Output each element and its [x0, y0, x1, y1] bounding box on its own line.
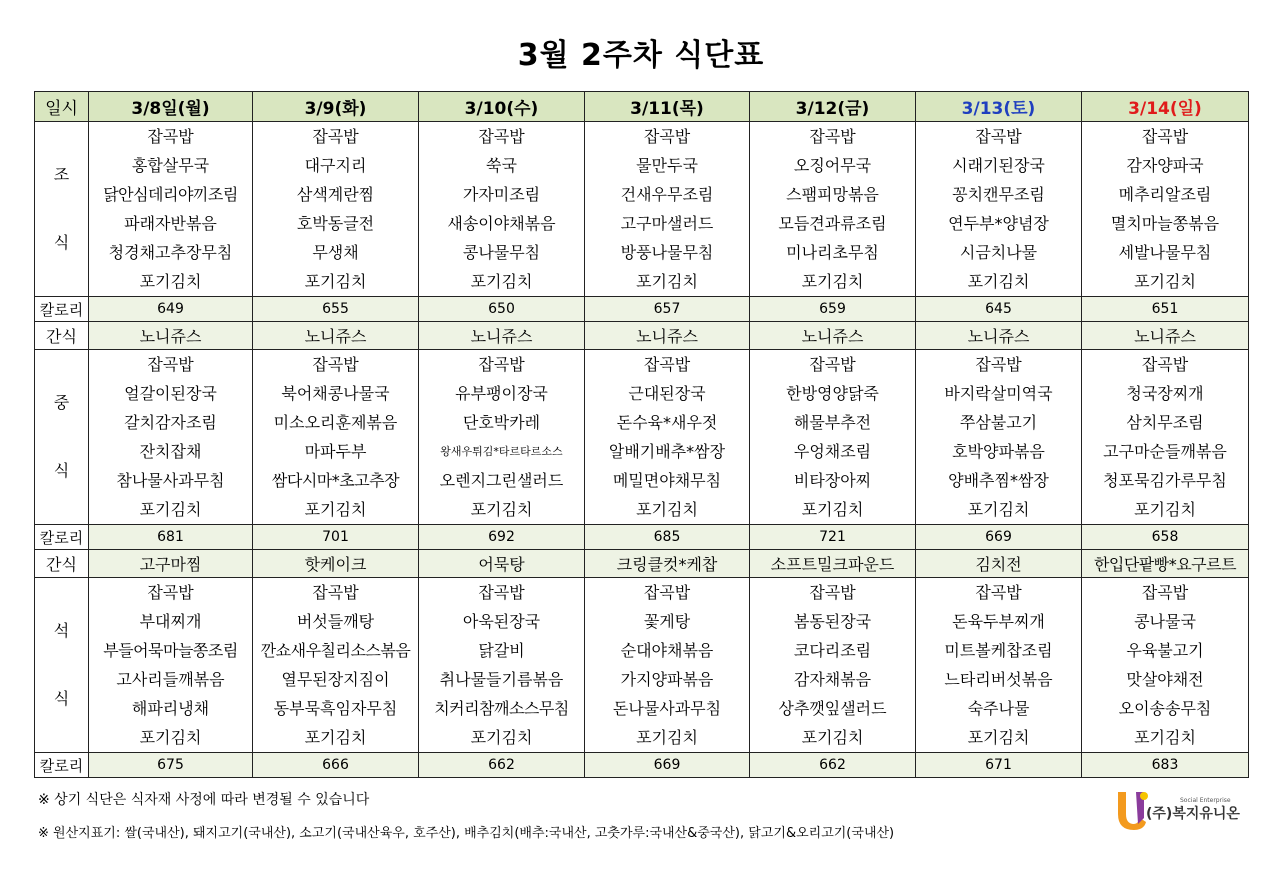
- lunch-menu-cell: [750, 350, 916, 525]
- menu-item: 열무된장지짐이: [281, 670, 390, 689]
- origin-note: ※ 원산지표기: 쌀(국내산), 돼지고기(국내산), 소고기(국내산육우, 호주산), 배추김치(배추:국내산, 고춧가루:국내산&중국산), 닭고기&오리고기(국내산): [38, 826, 895, 841]
- menu-item: 잡곡밥: [975, 127, 1022, 146]
- lunch-label-char: 중: [53, 393, 70, 412]
- menu-item: 잡곡밥: [478, 583, 525, 602]
- snack-cell: 노니쥬스: [419, 322, 585, 350]
- menu-item: 꽁치캔무조림: [952, 185, 1045, 204]
- calorie-cell: 651: [1082, 297, 1249, 322]
- menu-item: 시래기된장국: [952, 156, 1045, 175]
- dinner-menu-cell: [750, 578, 916, 753]
- menu-item: 홍합살무국: [131, 156, 210, 175]
- lunch-menu-cell: [89, 350, 253, 525]
- menu-item: 포기김치: [636, 272, 698, 291]
- lunch-row: [35, 350, 1249, 525]
- menu-item: 새송이야채볶음: [447, 214, 556, 233]
- menu-item: 돈육두부찌개: [952, 612, 1045, 631]
- menu-item: 취나물들기름볶음: [439, 670, 564, 689]
- menu-item: 청국장찌개: [1126, 384, 1204, 403]
- menu-item: 닭갈비: [478, 641, 525, 660]
- menu-item: 삼색계란찜: [296, 185, 375, 204]
- menu-item: 한방영양닭죽: [786, 384, 879, 403]
- menu-item: 얼갈이된장국: [124, 384, 217, 403]
- menu-item: 포기김치: [801, 500, 864, 519]
- snack-cell: 고구마찜: [89, 550, 253, 578]
- calorie-cell: 658: [1082, 525, 1249, 550]
- menu-item: 포기김치: [139, 500, 202, 519]
- calorie-cell: 685: [585, 525, 750, 550]
- menu-item: 닭안심데리야끼조림: [103, 185, 238, 204]
- menu-item: 잡곡밥: [147, 127, 194, 146]
- menu-item: 잡곡밥: [1141, 127, 1189, 146]
- menu-item: 양배추찜*쌈장: [948, 471, 1049, 490]
- calorie-cell: 721: [750, 525, 916, 550]
- menu-item: 우엉채조림: [793, 442, 872, 461]
- snack-cell: 노니쥬스: [750, 322, 916, 350]
- menu-item: 고구마샐러드: [620, 214, 714, 233]
- menu-item: 쭈삼불고기: [959, 413, 1038, 432]
- menu-item: 대구지리: [304, 156, 367, 175]
- calorie-cell: 671: [916, 753, 1082, 778]
- menu-item: 시금치나물: [959, 243, 1038, 262]
- menu-item: 잡곡밥: [312, 583, 359, 602]
- menu-item: 잡곡밥: [809, 355, 856, 374]
- snack-label: 간식: [35, 550, 89, 578]
- menu-item: 고사리들깨볶음: [116, 670, 225, 689]
- breakfast-menu-cell: [253, 122, 419, 297]
- menu-item: 맛살야채전: [1126, 670, 1204, 689]
- menu-item: 마파두부: [304, 442, 367, 461]
- menu-item: 세발나물무침: [1118, 243, 1212, 262]
- menu-item: 포기김치: [967, 728, 1030, 747]
- page-title: 3월 2주차 식단표: [517, 38, 765, 73]
- menu-item: 파래자반볶음: [124, 214, 217, 233]
- snack-cell: 소프트밀크파운드: [750, 550, 916, 578]
- menu-item: 우육불고기: [1126, 641, 1204, 660]
- menu-item: 모듬견과류조림: [778, 214, 887, 233]
- menu-item: 포기김치: [470, 272, 533, 291]
- menu-item: 포기김치: [636, 728, 698, 747]
- menu-item: 잡곡밥: [147, 583, 194, 602]
- menu-item: 방풍나물무침: [620, 243, 714, 262]
- menu-item: 잡곡밥: [643, 127, 691, 146]
- menu-item: 고구마순들깨볶음: [1103, 442, 1227, 461]
- breakfast-menu-cell: [419, 122, 585, 297]
- menu-item: 오징어무국: [793, 156, 872, 175]
- menu-item: 건새우무조림: [620, 185, 714, 204]
- menu-item: 오렌지그린샐러드: [439, 471, 564, 490]
- menu-item: 호박양파볶음: [952, 442, 1045, 461]
- snack-cell: 노니쥬스: [916, 322, 1082, 350]
- menu-item: 미나리초무침: [786, 243, 879, 262]
- menu-item: 삼치무조림: [1126, 413, 1204, 432]
- menu-item: 포기김치: [304, 728, 367, 747]
- menu-item: 잡곡밥: [975, 583, 1022, 602]
- dinner-menu-cell: [419, 578, 585, 753]
- menu-item: 알배기배추*쌈장: [608, 442, 726, 461]
- company-name: (주)복지유니온: [1146, 806, 1240, 822]
- menu-item: 참나물사과무침: [116, 471, 225, 490]
- menu-item: 아욱된장국: [462, 612, 541, 631]
- snack-cell: 노니쥬스: [1082, 322, 1249, 350]
- calorie-cell: 701: [253, 525, 419, 550]
- lunch-menu-cell: [585, 350, 750, 525]
- menu-item: 미소오리훈제볶음: [273, 413, 398, 432]
- menu-item: 포기김치: [967, 272, 1030, 291]
- menu-item: 상추깻잎샐러드: [778, 699, 887, 718]
- menu-table: [34, 91, 1249, 778]
- breakfast-label: [35, 122, 89, 297]
- menu-item: 단호박카레: [462, 413, 541, 432]
- calorie-cell: 669: [916, 525, 1082, 550]
- day-header: 3/12(금): [750, 92, 916, 122]
- menu-item: 돈나물사과무침: [612, 699, 722, 718]
- calorie-cell: 657: [585, 297, 750, 322]
- menu-item: 잡곡밥: [1141, 355, 1189, 374]
- calorie-cell: 666: [253, 753, 419, 778]
- menu-item: 치커리참깨소스무침: [434, 699, 569, 718]
- calorie-cell: 645: [916, 297, 1082, 322]
- day-header: 3/9(화): [253, 92, 419, 122]
- menu-item: 근대된장국: [628, 384, 706, 403]
- menu-item: 포기김치: [1134, 272, 1196, 291]
- menu-item: 쑥국: [486, 156, 517, 175]
- breakfast-label-char: 조: [53, 165, 70, 184]
- menu-item: 청경채고추장무침: [108, 243, 233, 262]
- menu-item: 포기김치: [1134, 728, 1196, 747]
- dinner-menu-cell: [916, 578, 1082, 753]
- menu-item: 잡곡밥: [1141, 583, 1189, 602]
- menu-item: 순대야채볶음: [620, 641, 714, 660]
- menu-item: 느타리버섯볶음: [944, 670, 1053, 689]
- menu-item: 봄동된장국: [793, 612, 872, 631]
- calorie-cell: 681: [89, 525, 253, 550]
- menu-item: 잡곡밥: [312, 355, 359, 374]
- calorie-cell: 662: [419, 753, 585, 778]
- menu-item: 비타장아찌: [793, 471, 872, 490]
- calorie-cell: 683: [1082, 753, 1249, 778]
- menu-item: 숙주나물: [967, 699, 1030, 718]
- menu-item: 잡곡밥: [478, 355, 525, 374]
- menu-item: 메추리알조림: [1118, 185, 1212, 204]
- menu-item: 잡곡밥: [975, 355, 1022, 374]
- lunch-menu-cell: [1082, 350, 1249, 525]
- menu-item: 포기김치: [967, 500, 1030, 519]
- dinner-menu-cell: [585, 578, 750, 753]
- calorie-cell: 675: [89, 753, 253, 778]
- calorie-cell: 649: [89, 297, 253, 322]
- snack-cell: 노니쥬스: [89, 322, 253, 350]
- menu-item: 잔치잡채: [139, 442, 202, 461]
- menu-item: 코다리조림: [793, 641, 872, 660]
- menu-item: 연두부*양념장: [948, 214, 1049, 233]
- menu-item: 포기김치: [470, 500, 533, 519]
- calorie-label: 칼로리: [35, 753, 89, 778]
- calorie-cell: 669: [585, 753, 750, 778]
- breakfast-menu-cell: [916, 122, 1082, 297]
- menu-item: 포기김치: [1134, 500, 1196, 519]
- menu-item: 물만두국: [636, 156, 698, 175]
- calorie-cell: 662: [750, 753, 916, 778]
- menu-item: 잡곡밥: [643, 583, 691, 602]
- breakfast-row: [35, 122, 1249, 297]
- menu-item: 부대찌개: [139, 612, 202, 631]
- dinner-menu-cell: [1082, 578, 1249, 753]
- menu-item: 스팸피망볶음: [786, 185, 879, 204]
- breakfast-menu-cell: [1082, 122, 1249, 297]
- menu-item: 포기김치: [139, 728, 202, 747]
- header-row: [35, 92, 1249, 122]
- day-header-sunday: 3/14(일): [1082, 92, 1249, 122]
- menu-item: 감자양파국: [1126, 156, 1204, 175]
- menu-item: 포기김치: [304, 500, 367, 519]
- menu-item: 잡곡밥: [147, 355, 194, 374]
- menu-item: 북어채콩나물국: [281, 384, 390, 403]
- menu-item: 가자미조림: [462, 185, 541, 204]
- menu-item: 버섯들깨탕: [296, 612, 375, 631]
- menu-item: 동부묵흑임자무침: [273, 699, 398, 718]
- menu-item: 미트볼케찹조림: [944, 641, 1053, 660]
- logo-tagline: Social Enterprise: [1180, 797, 1231, 804]
- snack-cell: 크링클컷*케찹: [585, 550, 750, 578]
- lunch-label: [35, 350, 89, 525]
- snack-cell: 김치전: [916, 550, 1082, 578]
- menu-item: 콩나물무침: [462, 243, 541, 262]
- menu-item: 쌈다시마*초고추장: [271, 471, 400, 490]
- menu-item: 잡곡밥: [478, 127, 525, 146]
- dinner-menu-cell: [253, 578, 419, 753]
- snack-cell: 노니쥬스: [253, 322, 419, 350]
- menu-item: 포기김치: [139, 272, 202, 291]
- breakfast-label-char: 식: [53, 233, 70, 252]
- lunch-menu-cell: [253, 350, 419, 525]
- calorie-cell: 692: [419, 525, 585, 550]
- menu-item: 가지양파볶음: [620, 670, 714, 689]
- menu-item: 잡곡밥: [809, 583, 856, 602]
- menu-item: 포기김치: [470, 728, 533, 747]
- menu-item: 호박동글전: [296, 214, 375, 233]
- dinner-label-char: 석: [53, 621, 70, 640]
- menu-item: 꽃게탕: [643, 612, 691, 631]
- menu-item: 오이송송무침: [1118, 699, 1212, 718]
- menu-item: 감자채볶음: [793, 670, 872, 689]
- header-label: 일시: [35, 92, 89, 122]
- menu-item: 멸치마늘쫑볶음: [1110, 214, 1220, 233]
- snack-cell: 어묵탕: [419, 550, 585, 578]
- dinner-label: [35, 578, 89, 753]
- breakfast-calorie-row: [35, 297, 1249, 322]
- menu-item: 포기김치: [801, 728, 864, 747]
- menu-item: 해물부추전: [793, 413, 872, 432]
- breakfast-menu-cell: [750, 122, 916, 297]
- dinner-calorie-row: [35, 753, 1249, 778]
- calorie-cell: 655: [253, 297, 419, 322]
- snack-cell: 한입단팥빵*요구르트: [1082, 550, 1249, 578]
- menu-item: 부들어묵마늘쫑조림: [103, 641, 238, 660]
- menu-item: 깐쇼새우칠리소스볶음: [260, 641, 411, 660]
- menu-item: 잡곡밥: [312, 127, 359, 146]
- snack-cell: 핫케이크: [253, 550, 419, 578]
- dinner-label-char: 식: [53, 689, 70, 708]
- lunch-menu-cell: [419, 350, 585, 525]
- menu-change-note: ※ 상기 식단은 식자재 사정에 따라 변경될 수 있습니다: [38, 792, 370, 808]
- menu-item: 왕새우튀김*타르타르소스: [440, 445, 563, 458]
- snack-am-row: [35, 322, 1249, 350]
- snack-cell: 노니쥬스: [585, 322, 750, 350]
- calorie-label: 칼로리: [35, 297, 89, 322]
- lunch-calorie-row: [35, 525, 1249, 550]
- menu-item: 바지락살미역국: [944, 384, 1053, 403]
- day-header-saturday: 3/13(토): [916, 92, 1082, 122]
- day-header: 3/10(수): [419, 92, 585, 122]
- menu-item: 포기김치: [304, 272, 367, 291]
- menu-item: 포기김치: [636, 500, 698, 519]
- day-header: 3/11(목): [585, 92, 750, 122]
- menu-item: 메밀면야채무침: [612, 471, 722, 490]
- menu-item: 무생채: [312, 243, 359, 262]
- snack-label: 간식: [35, 322, 89, 350]
- menu-item: 콩나물국: [1134, 612, 1196, 631]
- dinner-menu-cell: [89, 578, 253, 753]
- calorie-label: 칼로리: [35, 525, 89, 550]
- menu-item: 해파리냉채: [131, 699, 210, 718]
- lunch-menu-cell: [916, 350, 1082, 525]
- calorie-cell: 659: [750, 297, 916, 322]
- menu-item: 유부팽이장국: [455, 384, 548, 403]
- menu-item: 돈수육*새우젓: [616, 413, 718, 432]
- menu-item: 갈치감자조림: [124, 413, 217, 432]
- menu-item: 포기김치: [801, 272, 864, 291]
- lunch-label-char: 식: [53, 461, 70, 480]
- breakfast-menu-cell: [89, 122, 253, 297]
- calorie-cell: 650: [419, 297, 585, 322]
- snack-pm-row: [35, 550, 1249, 578]
- menu-item: 잡곡밥: [643, 355, 691, 374]
- menu-item: 청포묵김가루무침: [1103, 471, 1227, 490]
- breakfast-menu-cell: [585, 122, 750, 297]
- dinner-row: [35, 578, 1249, 753]
- day-header: 3/8일(월): [89, 92, 253, 122]
- menu-item: 잡곡밥: [809, 127, 856, 146]
